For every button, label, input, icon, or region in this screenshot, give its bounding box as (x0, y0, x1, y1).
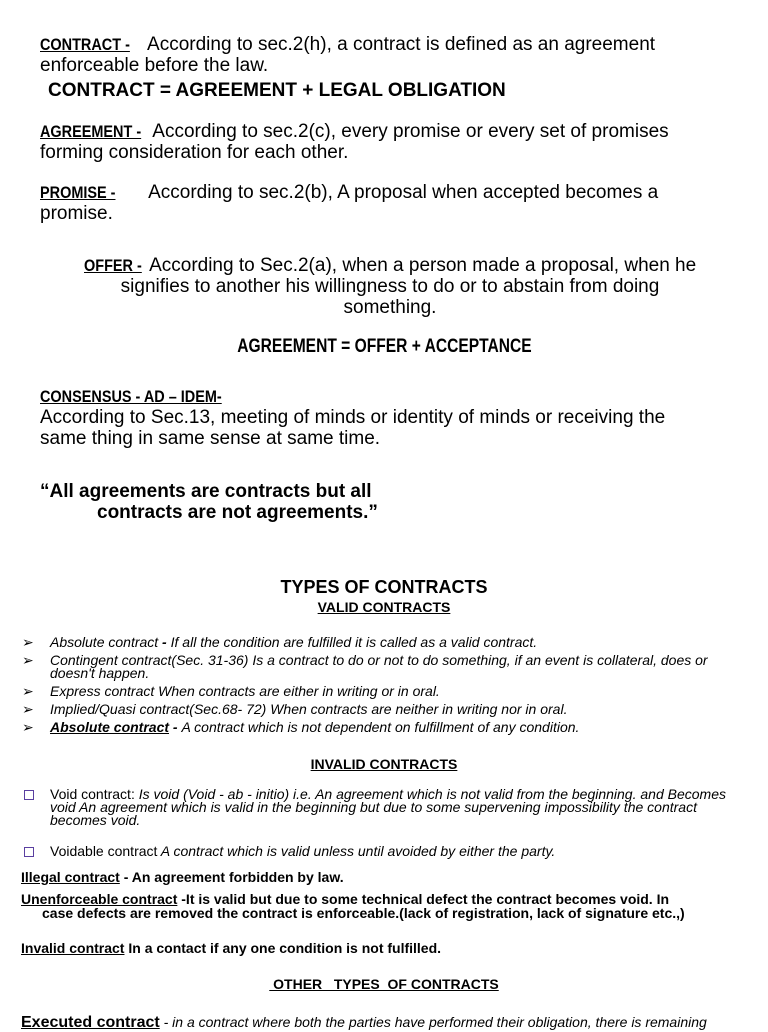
promise-text-line1: According to sec.2(b), A proposal when accepted becomes a (148, 182, 659, 203)
offer-text-line3: something. (343, 297, 437, 318)
offer-definition (40, 255, 740, 318)
list-item: ➢ Express contract When contracts are either in writing or in oral. (22, 683, 440, 699)
list-item: ➢ Absolute contract - If all the condition are fulfilled it is called as a valid contract. (22, 634, 538, 650)
arrow-bullet-icon: ➢ (22, 719, 34, 735)
valid-contracts-list (22, 636, 742, 739)
valid-heading: VALID CONTRACTS (317, 599, 451, 615)
consensus-text-line1: According to Sec.13, meeting of minds or identity of minds or receiving the (40, 407, 666, 428)
contract-text-line1: According to sec.2(h), a contract is defined as an agreement (147, 34, 656, 55)
contract-text-line2: enforceable before the law. (40, 55, 269, 76)
arrow-bullet-icon: ➢ (22, 634, 34, 650)
list-item: Voidable contract A contract which is valid unless until avoided by either the party. (22, 845, 734, 858)
contract-term: CONTRACT - (40, 35, 130, 54)
consensus-term: CONSENSUS - AD – IDEM- (40, 387, 222, 406)
invalid-contract: Invalid contract In a contact if any one condition is not fulfilled. (21, 940, 442, 956)
list-item: ➢ Implied/Quasi contract(Sec.68- 72) When contracts are neither in writing nor in oral. (22, 701, 568, 717)
list-item: ➢ Contingent contract(Sec. 31-36) Is a contract to do or not to do something, if an event is collateral, does or doesn't happen. (22, 652, 708, 681)
invalid-heading: INVALID CONTRACTS (310, 756, 458, 772)
unenforceable-contract: Unenforceable contract -It is valid but due to some technical defect the contract becomes void. In case defects are removed the contract is enforceable.(lack of registration, lack of signature etc.,) (21, 891, 685, 921)
agreement-text-line1: According to sec.2(c), every promise or every set of promises (152, 121, 669, 142)
contract-definition (40, 34, 760, 76)
list-item: Void contract: Is void (Void - ab - initio) i.e. An agreement which is not valid from the beginning. and Becomes void An agreement which is valid in the beginning but due to some supervening impossibility the contract becomes void. (22, 788, 734, 827)
invalid-contracts-list (22, 788, 734, 858)
consensus-text-line2: same thing in same sense at same time. (40, 428, 381, 449)
offer-text-line1: According to Sec.2(a), when a person made a proposal, when he (149, 255, 697, 276)
checkbox-bullet-icon (24, 847, 34, 857)
quote-line2: contracts are not agreements.” (97, 502, 378, 523)
agreement-formula-wrap (0, 336, 768, 358)
contract-formula: CONTRACT = AGREEMENT + LEGAL OBLIGATION (48, 80, 506, 101)
offer-term: OFFER - (83, 256, 142, 275)
agreement-definition (40, 121, 760, 163)
types-heading: TYPES OF CONTRACTS (280, 577, 488, 597)
arrow-bullet-icon: ➢ (22, 652, 34, 668)
promise-text-line2: promise. (40, 203, 113, 224)
arrow-bullet-icon: ➢ (22, 701, 34, 717)
list-item: ➢ Absolute contract - A contract which is not dependent on fulfillment of any condition. (22, 719, 580, 735)
illegal-contract: Illegal contract - An agreement forbidden by law. (21, 869, 344, 885)
agreement-text-line2: forming consideration for each other. (40, 142, 349, 163)
other-types-heading: OTHER TYPES OF CONTRACTS (269, 976, 499, 992)
consensus-definition (40, 386, 760, 449)
executed-contract: Executed contract - in a contract where both the parties have performed their obligation, there is remaining (21, 1014, 707, 1031)
offer-text-line2: signifies to another his willingness to do or to abstain from doing (120, 276, 660, 297)
arrow-bullet-icon: ➢ (22, 683, 34, 699)
promise-term: PROMISE - (40, 183, 116, 202)
agreement-formula: AGREEMENT = OFFER + ACCEPTANCE (236, 336, 532, 357)
promise-definition (40, 182, 760, 224)
checkbox-bullet-icon (24, 790, 34, 800)
agreement-term: AGREEMENT - (40, 122, 142, 141)
quote-line1: “All agreements are contracts but all (40, 481, 372, 502)
agreements-quote (40, 481, 740, 523)
